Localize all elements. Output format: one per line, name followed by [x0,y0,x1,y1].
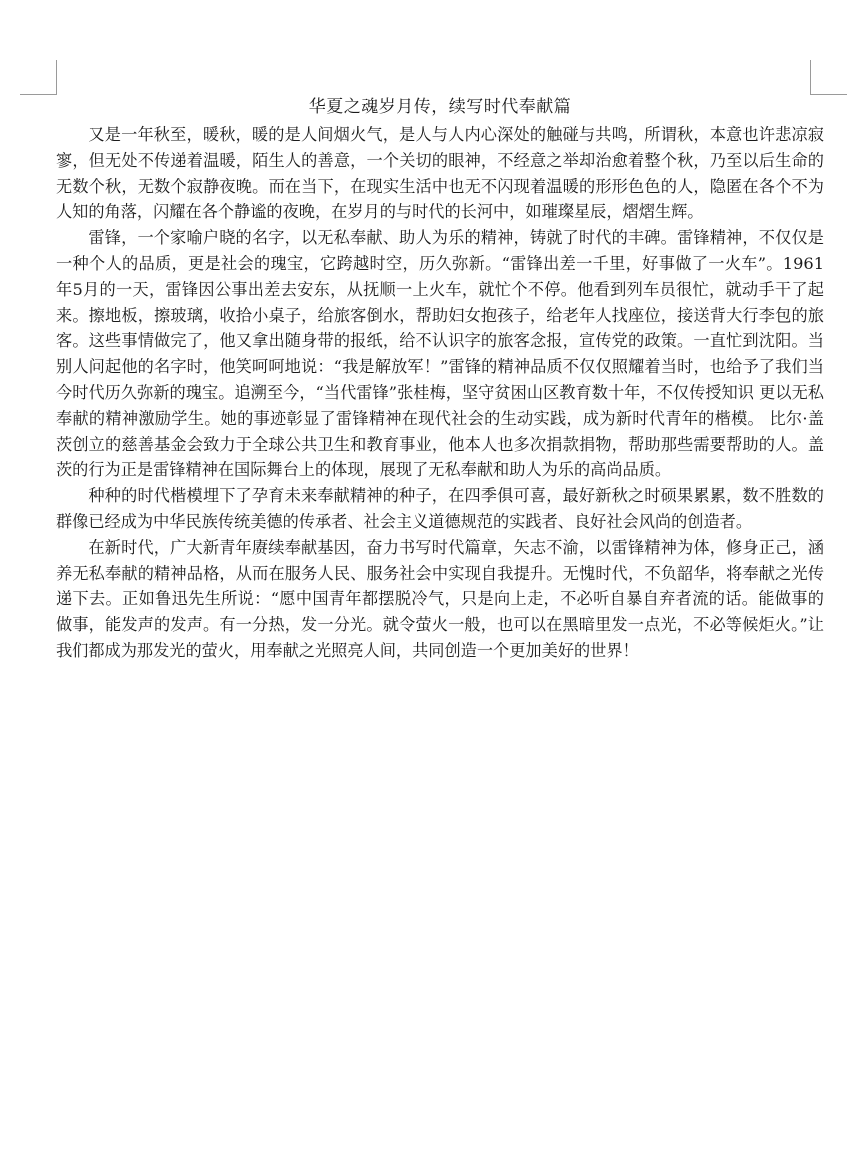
top-left-crop-mark [20,60,57,95]
document-title: 华夏之魂岁月传，续写时代奉献篇 [308,97,572,117]
top-right-crop-mark [810,60,847,95]
paragraph-new-era: 在新时代，广大新青年赓续奉献基因，奋力书写时代篇章，矢志不渝，以雷锋精神为体，修身正己，涵养无私奉献的精神品格，从而在服务人民、服务社会中实现自我提升。无愧时代，不负韶华，将奉献之光传递下去。正如鲁迅先生所说：“愿中国青年都摆脱冷气，只是向上走，不必听自暴自弃者流的话。能做事的做事，能发声的发声。有一分热，发一分光。就令萤火一般，也可以在黑暗里发一点光，不必等候炬火。”让我们都成为那发光的萤火，用奉献之光照亮人间，共同创造一个更加美好的世界！ [56,537,824,660]
document-body [56,94,824,664]
paragraph-lei-feng: 雷锋，一个家喻户晓的名字，以无私奉献、助人为乐的精神，铸就了时代的丰碑。雷锋精神，不仅仅是一种个人的品质，更是社会的瑰宝，它跨越时空，历久弥新。“雷锋出差一千里，好事做了一火车”。1961年5月的一天，雷锋因公事出差去安东，从抚顺一上火车，就忙个不停。他看到列车员很忙，就动手干了起来。擦地板，擦玻璃，收拾小桌子，给旅客倒水，帮助妇女抱孩子，给老年人找座位，接送背大行李包的旅客。这些事情做完了，他又拿出随身带的报纸，给不认识字的旅客念报，宣传党的政策。一直忙到沈阳。当别人问起他的名字时，他笑呵呵地说：“我是解放军！”雷锋的精神品质不仅仅照耀着当时，也给予了我们当今时代历久弥新的瑰宝。追溯至今，“当代雷锋”张桂梅，坚守贫困山区教育数十年，不仅传授知识 更以无私奉献的精神激励学生。她的事迹彰显了雷锋精神在现代社会的生动实践，成为新时代青年的楷模。 比尔·盖茨创立的慈善基金会致力于全球公共卫生和教育事业，他本人也多次捐款捐物，帮助那些需要帮助的人。盖茨的行为正是雷锋精神在国际舞台上的体现，展现了无私奉献和助人为乐的高尚品质。 [56,228,824,480]
paragraph-role-models: 种种的时代楷模埋下了孕育未来奉献精神的种子，在四季俱可喜，最好新秋之时硕果累累，数不胜数的群像已经成为中华民族传统美德的传承者、社会主义道德规范的实践者、良好社会风尚的创造者。 [56,486,824,531]
paragraph-autumn-intro: 又是一年秋至，暖秋，暖的是人间烟火气，是人与人内心深处的触碰与共鸣，所谓秋，本意也许悲凉寂寥，但无处不传递着温暖，陌生人的善意，一个关切的眼神，不经意之举却治愈着整个秋，乃至以后生命的无数个秋，无数个寂静夜晚。而在当下，在现实生活中也无不闪现着温暖的形形色色的人，隐匿在各个不为人知的角落，闪耀在各个静谧的夜晚，在岁月的与时代的长河中，如璀璨星辰，熠熠生辉。 [56,125,824,222]
